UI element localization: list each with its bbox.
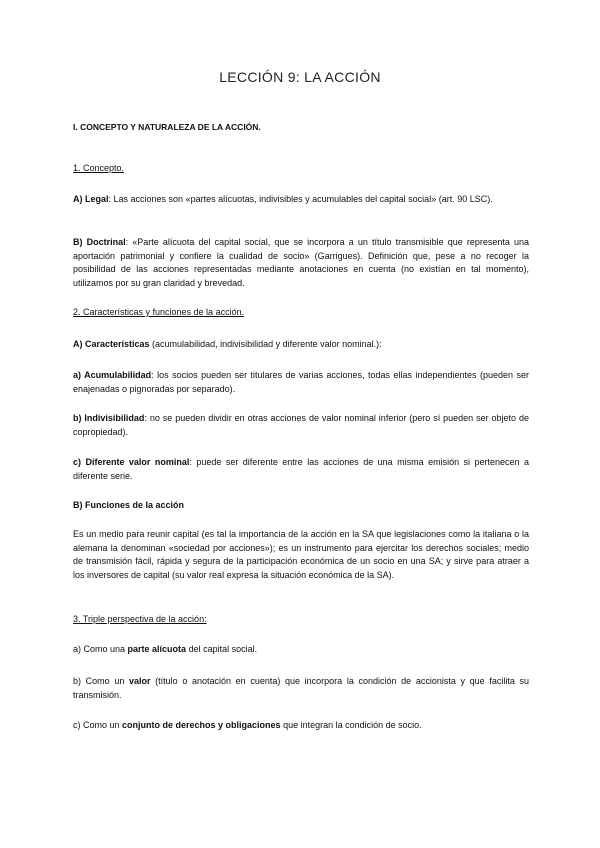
indivisibilidad-paragraph [73,412,529,439]
caracteristicas-prefix: A) [73,339,85,349]
caracteristicas-text: (acumulabilidad, indivisibilidad y diferente valor nominal.): [149,339,382,349]
caracteristicas-heading: 2. Características y funciones de la acción. [73,307,245,317]
acumulabilidad-text: : los socios pueden ser titulares de varias acciones, todas ellas independientes (pueden ser enajenadas o pignoradas por separado). [73,370,529,394]
funciones-heading [73,499,529,513]
valor-prefix: b) Como un [73,676,129,686]
acumulabilidad-label: a) Acumulabilidad [73,370,152,380]
legal-text: : Las acciones son «partes alícuotas, indivisibles y acumulables del capital social» (art. 90 LSC). [108,194,493,204]
valor-suffix: (título o anotación en cuenta) que incorpora la condición de accionista y que facilita su transmisión. [73,676,529,700]
triple-perspectiva-heading: 3. Triple perspectiva de la acción: [73,614,207,624]
section-heading: I. CONCEPTO Y NATURALEZA DE LA ACCIÓN. [73,122,261,132]
indivisibilidad-text: : no se pueden dividir en otras acciones de valor nominal inferior (pero sí pueden ser objeto de copropiedad). [73,413,529,437]
acumulabilidad-paragraph [73,369,529,396]
diferente-valor-text: : puede ser diferente entre las acciones de una misma emisión si pertenecen a diferente serie. [73,457,530,481]
conjunto-suffix: que integran la condición de socio. [280,720,422,730]
lesson-title: LECCIÓN 9: LA ACCIÓN [219,69,381,85]
valor-item [73,675,529,702]
indivisibilidad-label: b) Indivisibilidad [73,413,145,423]
valor-bold: valor [128,676,151,686]
conjunto-derechos-item [73,719,529,733]
parte-alicuota-suffix: del capital social. [186,644,258,654]
parte-alicuota-bold: parte alícuota [127,644,187,654]
definicion-legal-paragraph [73,193,529,207]
conjunto-bold: conjunto de derechos y obligaciones [122,720,281,730]
concepto-heading: 1. Concepto. [73,163,125,173]
legal-label: A) Legal [73,194,109,204]
funciones-label: B) Funciones de la acción [73,500,185,510]
definicion-doctrinal-paragraph [73,236,529,290]
doctrinal-label: B) Doctrinal [73,237,126,247]
caracteristicas-label: Características [85,339,150,349]
doctrinal-text: : «Parte alícuota del capital social, que se incorpora a un título transmisible que representa una aportación patrimonial y confiere la cualidad de socio» (Garrigues). Definición que, pese a no recoger la posibilidad de las acciones representadas mediante anotaciones en cuenta (no existían en tal momento), utilizamos por su gran claridad y brevedad. [73,237,529,288]
parte-alicuota-item [73,643,529,657]
diferente-valor-label: c) Diferente valor nominal [73,457,190,467]
funciones-paragraph: Es un medio para reunir capital (es tal la importancia de la acción en la SA que legislaciones como la italiana o la alemana la denominan «sociedad por acciones»); es un instrumento para ejercitar los derechos sociales; medio de transmisión fácil, rápida y segura de la participación económica de un socio en una SA; y sirve para atraer a los inversores de capital (su valor real expresa la situación económica de la SA). [73,529,529,580]
parte-alicuota-prefix: a) Como una [73,644,128,654]
conjunto-prefix: c) Como un [73,720,123,730]
diferente-valor-paragraph [73,456,529,483]
caracteristicas-intro [73,338,529,352]
